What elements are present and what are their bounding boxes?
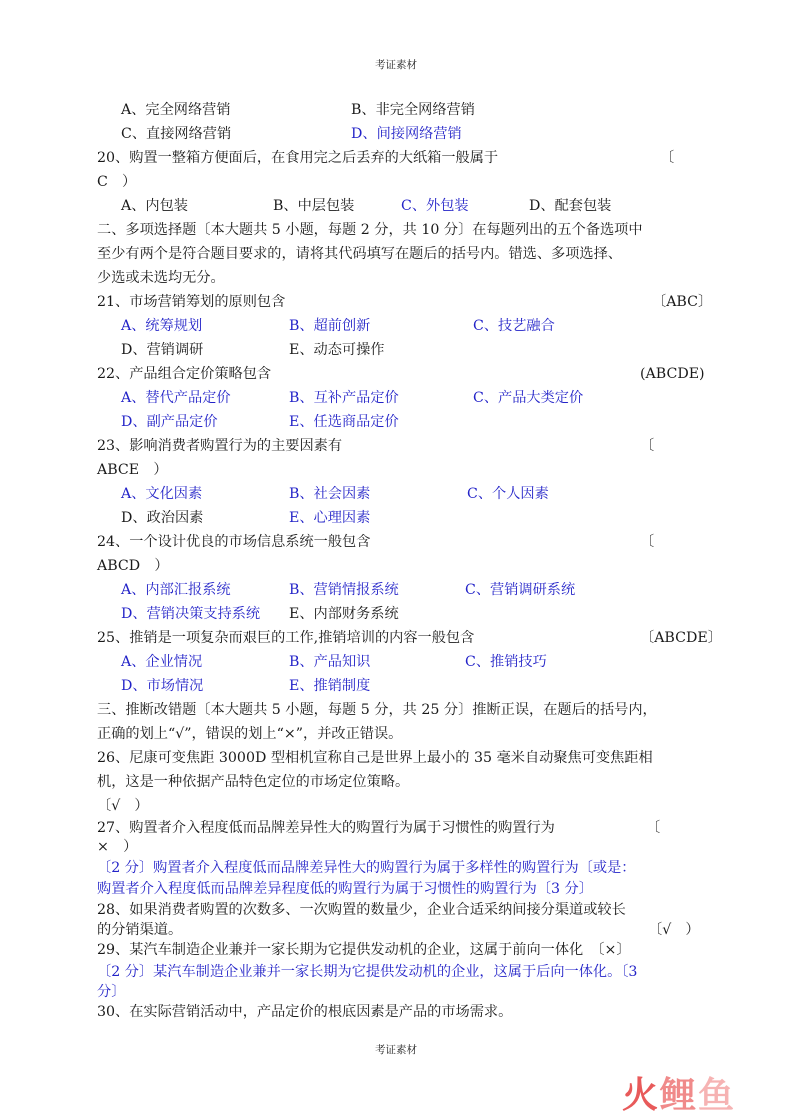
option-d: D、营销调研 bbox=[121, 342, 204, 358]
answer-bracket: 〔 bbox=[640, 438, 655, 454]
question-29: 29、某汽车制造企业兼并一家长期为它提供发动机的企业，这属于前向一体化 〔×〕 bbox=[97, 942, 631, 958]
correction: 购置者介入程度低而品牌差异程度低的购置行为属于习惯性的购置行为〔3 分〕 bbox=[97, 881, 593, 897]
option-e: E、心理因素 bbox=[289, 510, 371, 526]
option-d-answer: D、间接网络营销 bbox=[351, 126, 462, 142]
option-e: E、任选商品定价 bbox=[289, 414, 399, 430]
logo-char: 鱼 bbox=[698, 1075, 735, 1116]
option-a: A、内部汇报系统 bbox=[121, 582, 231, 598]
section-text: 少选或未选均无分。 bbox=[97, 270, 225, 286]
option-b: B、互补产品定价 bbox=[289, 390, 399, 406]
option-a: A、替代产品定价 bbox=[121, 390, 231, 406]
option-c: C、推销技巧 bbox=[465, 654, 547, 670]
option-b: B、非完全网络营销 bbox=[351, 102, 475, 118]
logo-char: 火 bbox=[622, 1075, 659, 1116]
watermark-logo bbox=[622, 1076, 734, 1116]
option-a: A、内包装 bbox=[121, 198, 188, 214]
page-header: 考证素材 bbox=[375, 59, 417, 71]
answer-line: ABCD ） bbox=[97, 558, 169, 574]
question-24: 24、一个设计优良的市场信息系统一般包含 bbox=[97, 534, 371, 550]
answer-key: 〔ABCDE〕 bbox=[640, 630, 722, 646]
question-21: 21、市场营销筹划的原则包含 bbox=[97, 294, 286, 310]
answer-line: 〔√ ） bbox=[648, 922, 700, 938]
option-e: E、内部财务系统 bbox=[289, 606, 399, 622]
section-text: 至少有两个是符合题目要求的，请将其代码填写在题后的括号内。错选、多项选择、 bbox=[97, 246, 622, 262]
option-e: E、动态可操作 bbox=[289, 342, 385, 358]
option-e: E、推销制度 bbox=[289, 678, 371, 694]
option-c-answer: C、外包装 bbox=[401, 198, 469, 214]
correction: 分〕 bbox=[97, 984, 126, 1000]
question-28-cont: 的分销渠道。 bbox=[97, 922, 183, 938]
answer-key: 〔ABC〕 bbox=[652, 294, 713, 310]
option-a: A、完全网络营销 bbox=[121, 102, 231, 118]
option-b: B、中层包装 bbox=[273, 198, 355, 214]
option-d: D、政治因素 bbox=[121, 510, 204, 526]
page-footer: 考证素材 bbox=[375, 1044, 417, 1056]
section-heading: 三、推断改错题〔本大题共 5 小题，每题 5 分，共 25 分〕推断正误，在题后的括号内， bbox=[97, 702, 657, 718]
option-a: A、文化因素 bbox=[121, 486, 203, 502]
question-23: 23、影响消费者购置行为的主要因素有 bbox=[97, 438, 343, 454]
answer-bracket: 〔 bbox=[660, 150, 675, 166]
option-c: C、个人因素 bbox=[467, 486, 549, 502]
answer-line: C ） bbox=[97, 174, 137, 190]
correction: 〔2 分〕购置者介入程度低而品牌差异性大的购置行为属于多样性的购置行为〔或是： bbox=[97, 860, 636, 876]
answer-line: ABCE ） bbox=[97, 462, 168, 478]
option-b: B、营销情报系统 bbox=[289, 582, 399, 598]
answer-bracket: 〔 bbox=[640, 534, 655, 550]
logo-char: 鲤 bbox=[660, 1075, 697, 1116]
question-26-cont: 机，这是一种依据产品特色定位的市场定位策略。 bbox=[97, 774, 410, 790]
answer-bracket: 〔 bbox=[646, 820, 661, 836]
option-a: A、统筹规划 bbox=[121, 318, 203, 334]
question-27: 27、购置者介入程度低而品牌差异性大的购置行为属于习惯性的购置行为 bbox=[97, 820, 555, 836]
option-a: A、企业情况 bbox=[121, 654, 203, 670]
option-c: C、直接网络营销 bbox=[121, 126, 232, 142]
question-20: 20、购置一整箱方便面后，在食用完之后丢弃的大纸箱一般属于 bbox=[97, 150, 499, 166]
question-30: 30、在实际营销活动中，产品定价的根底因素是产品的市场需求。 bbox=[97, 1004, 513, 1020]
section-text: 正确的划上“√”，错误的划上“×”，并改正错误。 bbox=[97, 726, 403, 742]
answer-key: (ABCDE) bbox=[640, 366, 705, 382]
option-c: C、技艺融合 bbox=[473, 318, 555, 334]
option-d: D、营销决策支持系统 bbox=[121, 606, 261, 622]
option-d: D、配套包装 bbox=[529, 198, 612, 214]
option-b: B、社会因素 bbox=[289, 486, 371, 502]
option-c: C、产品大类定价 bbox=[473, 390, 584, 406]
option-b: B、超前创新 bbox=[289, 318, 371, 334]
question-26: 26、尼康可变焦距 3000D 型相机宣称自己是世界上最小的 35 毫米自动聚焦可变焦距相 bbox=[97, 750, 653, 766]
answer-line: × ） bbox=[97, 839, 138, 855]
option-c: C、营销调研系统 bbox=[465, 582, 576, 598]
option-d: D、市场情况 bbox=[121, 678, 204, 694]
question-25: 25、推销是一项复杂而艰巨的工作,推销培训的内容一般包含 bbox=[97, 630, 475, 646]
answer-line: 〔√ ） bbox=[97, 798, 149, 814]
option-d: D、副产品定价 bbox=[121, 414, 218, 430]
section-heading: 二、多项选择题〔本大题共 5 小题，每题 2 分，共 10 分〕在每题列出的五个备选项中 bbox=[97, 222, 643, 238]
question-28: 28、如果消费者购置的次数多、一次购置的数量少，企业合适采纳间接分渠道或较长 bbox=[97, 902, 626, 918]
option-b: B、产品知识 bbox=[289, 654, 371, 670]
correction: 〔2 分〕某汽车制造企业兼并一家长期为它提供发动机的企业，这属于后向一体化。〔3 bbox=[97, 964, 638, 980]
question-22: 22、产品组合定价策略包含 bbox=[97, 366, 272, 382]
